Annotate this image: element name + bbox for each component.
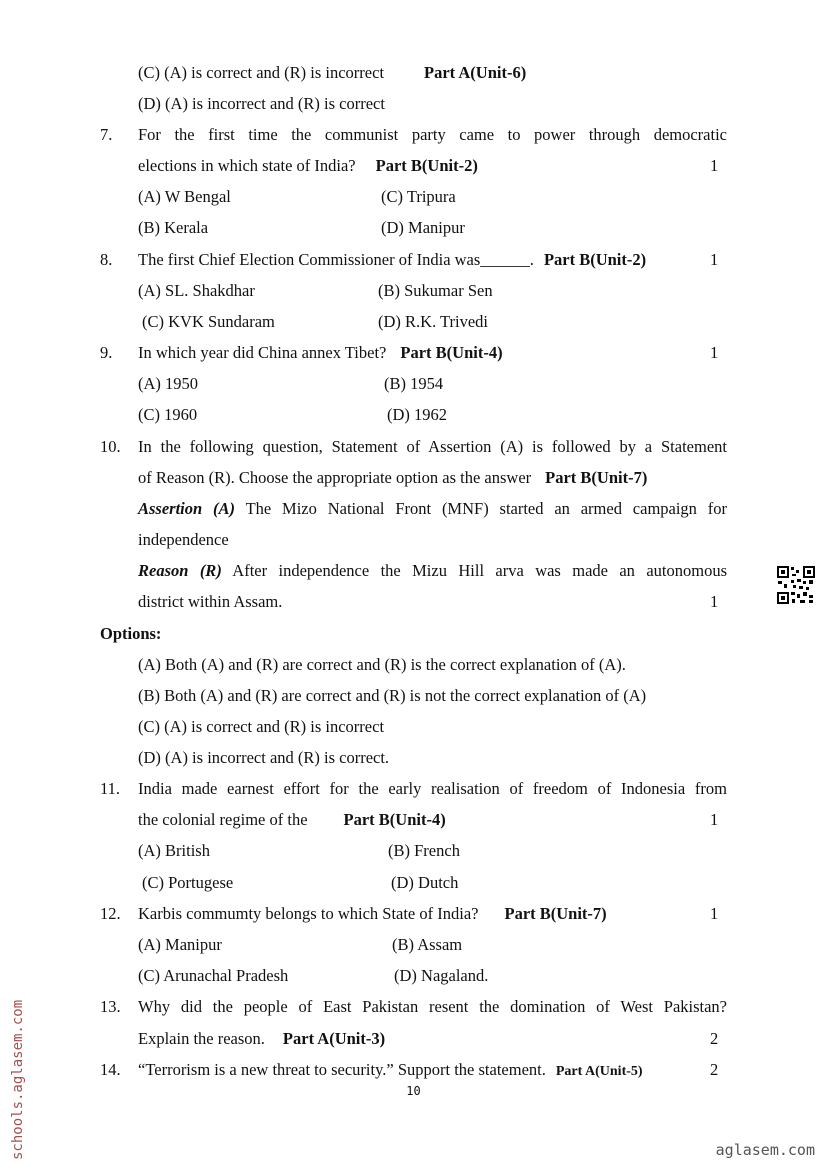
question-text: Why did the people of East Pakistan resent the domination of West Pakistan? xyxy=(138,997,727,1016)
option-d: (D) (A) is incorrect and (R) is correct. xyxy=(138,748,390,767)
question-text: the colonial regime of the Part B(Unit-4) xyxy=(138,810,446,829)
watermark: aglasem.com xyxy=(715,1141,815,1159)
marks: 2 xyxy=(710,1029,719,1048)
question-text: “Terrorism is a new threat to security.” Support the statement. Part A(Unit-5) xyxy=(138,1060,643,1079)
question-number: 10. xyxy=(100,437,121,456)
question-number: 11. xyxy=(100,779,121,798)
question-text: Karbis commumty belongs to which State of India? Part B(Unit-7) xyxy=(138,904,607,923)
marks: 1 xyxy=(710,592,719,611)
question-text: In which year did China annex Tibet? Part B(Unit-4) xyxy=(138,343,503,362)
option-a: (A) W Bengal xyxy=(138,187,231,206)
unit-tag: Part A(Unit-6) xyxy=(424,63,527,82)
option-d: (D) Dutch xyxy=(391,873,459,892)
option-d: (D) R.K. Trivedi xyxy=(378,312,489,331)
qr-code-icon xyxy=(776,565,816,605)
option-b: (B) Kerala xyxy=(138,218,209,237)
question-text: elections in which state of India? Part B(Unit-2) xyxy=(138,156,478,175)
options-heading: Options: xyxy=(100,624,162,643)
marks: 2 xyxy=(710,1060,719,1079)
unit-tag: Part A(Unit-3) xyxy=(282,1029,386,1048)
unit-tag: Part B(Unit-4) xyxy=(400,343,503,362)
reason-label: Reason (R) xyxy=(138,561,222,580)
option-c: (C) Tripura xyxy=(381,187,456,206)
option-b: (B) 1954 xyxy=(384,374,444,393)
marks: 1 xyxy=(710,250,719,269)
option-c: (C) 1960 xyxy=(138,405,198,424)
option-d: (D) Manipur xyxy=(381,218,465,237)
unit-tag: Part B(Unit-2) xyxy=(375,156,478,175)
question-number: 12. xyxy=(100,904,121,923)
question-text: of Reason (R). Choose the appropriate option as the answer Part B(Unit-7) xyxy=(138,468,648,487)
question-text: For the first time the communist party came to power through democratic xyxy=(138,125,727,144)
option-d: (D) Nagaland. xyxy=(394,966,489,985)
unit-tag: Part B(Unit-7) xyxy=(504,904,607,923)
unit-tag: Part B(Unit-2) xyxy=(543,250,647,269)
question-number: 13. xyxy=(100,997,121,1016)
option-a: (A) British xyxy=(138,841,210,860)
question-number: 7. xyxy=(100,125,113,144)
option-c: (C) Arunachal Pradesh xyxy=(138,966,289,985)
marks: 1 xyxy=(710,904,719,923)
option-c: (C) (A) is correct and (R) is incorrect Part A(Unit-6) xyxy=(138,63,527,82)
unit-tag: Part B(Unit-7) xyxy=(545,468,648,487)
question-text: The first Chief Election Commissioner of India was______. Part B(Unit-2) xyxy=(138,250,647,269)
reason-continued: district within Assam. xyxy=(138,592,283,611)
question-text: In the following question, Statement of Assertion (A) is followed by a Statement xyxy=(138,437,727,456)
option-c: (C) KVK Sundaram xyxy=(142,312,275,331)
question-text: India made earnest effort for the early realisation of freedom of Indonesia from xyxy=(138,779,727,798)
option-c: (C) (A) is correct and (R) is incorrect xyxy=(138,717,385,736)
unit-tag: Part B(Unit-4) xyxy=(343,810,446,829)
marks: 1 xyxy=(710,810,719,829)
option-a: (A) Both (A) and (R) are correct and (R) is the correct explanation of (A). xyxy=(138,655,626,674)
option-b: (B) Sukumar Sen xyxy=(378,281,493,300)
option-b: (B) French xyxy=(388,841,460,860)
question-text: Explain the reason. Part A(Unit-3) xyxy=(138,1029,386,1048)
option-a: (A) 1950 xyxy=(138,374,199,393)
marks: 1 xyxy=(710,156,719,175)
assertion-continued: independence xyxy=(138,530,229,549)
option-b: (B) Assam xyxy=(392,935,463,954)
marks: 1 xyxy=(710,343,719,362)
question-number: 9. xyxy=(100,343,113,362)
assertion-label: Assertion (A) xyxy=(138,499,236,518)
option-c: (C) Portugese xyxy=(142,873,234,892)
option-d: (D) (A) is incorrect and (R) is correct xyxy=(138,94,385,113)
question-number: 8. xyxy=(100,250,113,269)
question-number: 14. xyxy=(100,1060,121,1079)
option-d: (D) 1962 xyxy=(387,405,448,424)
assertion: Assertion (A) The Mizo National Front (MNF) started an armed campaign for xyxy=(138,499,728,518)
unit-tag: Part A(Unit-5) xyxy=(555,1064,643,1079)
page-number: 10 xyxy=(406,1084,421,1098)
reason: Reason (R) After independence the Mizu Hill arva was made an autonomous xyxy=(138,561,727,580)
option-b: (B) Both (A) and (R) are correct and (R) is not the correct explanation of (A) xyxy=(138,686,647,705)
option-a: (A) SL. Shakdhar xyxy=(138,281,255,300)
side-watermark: schools.aglasem.com xyxy=(10,999,26,1160)
option-a: (A) Manipur xyxy=(138,935,222,954)
